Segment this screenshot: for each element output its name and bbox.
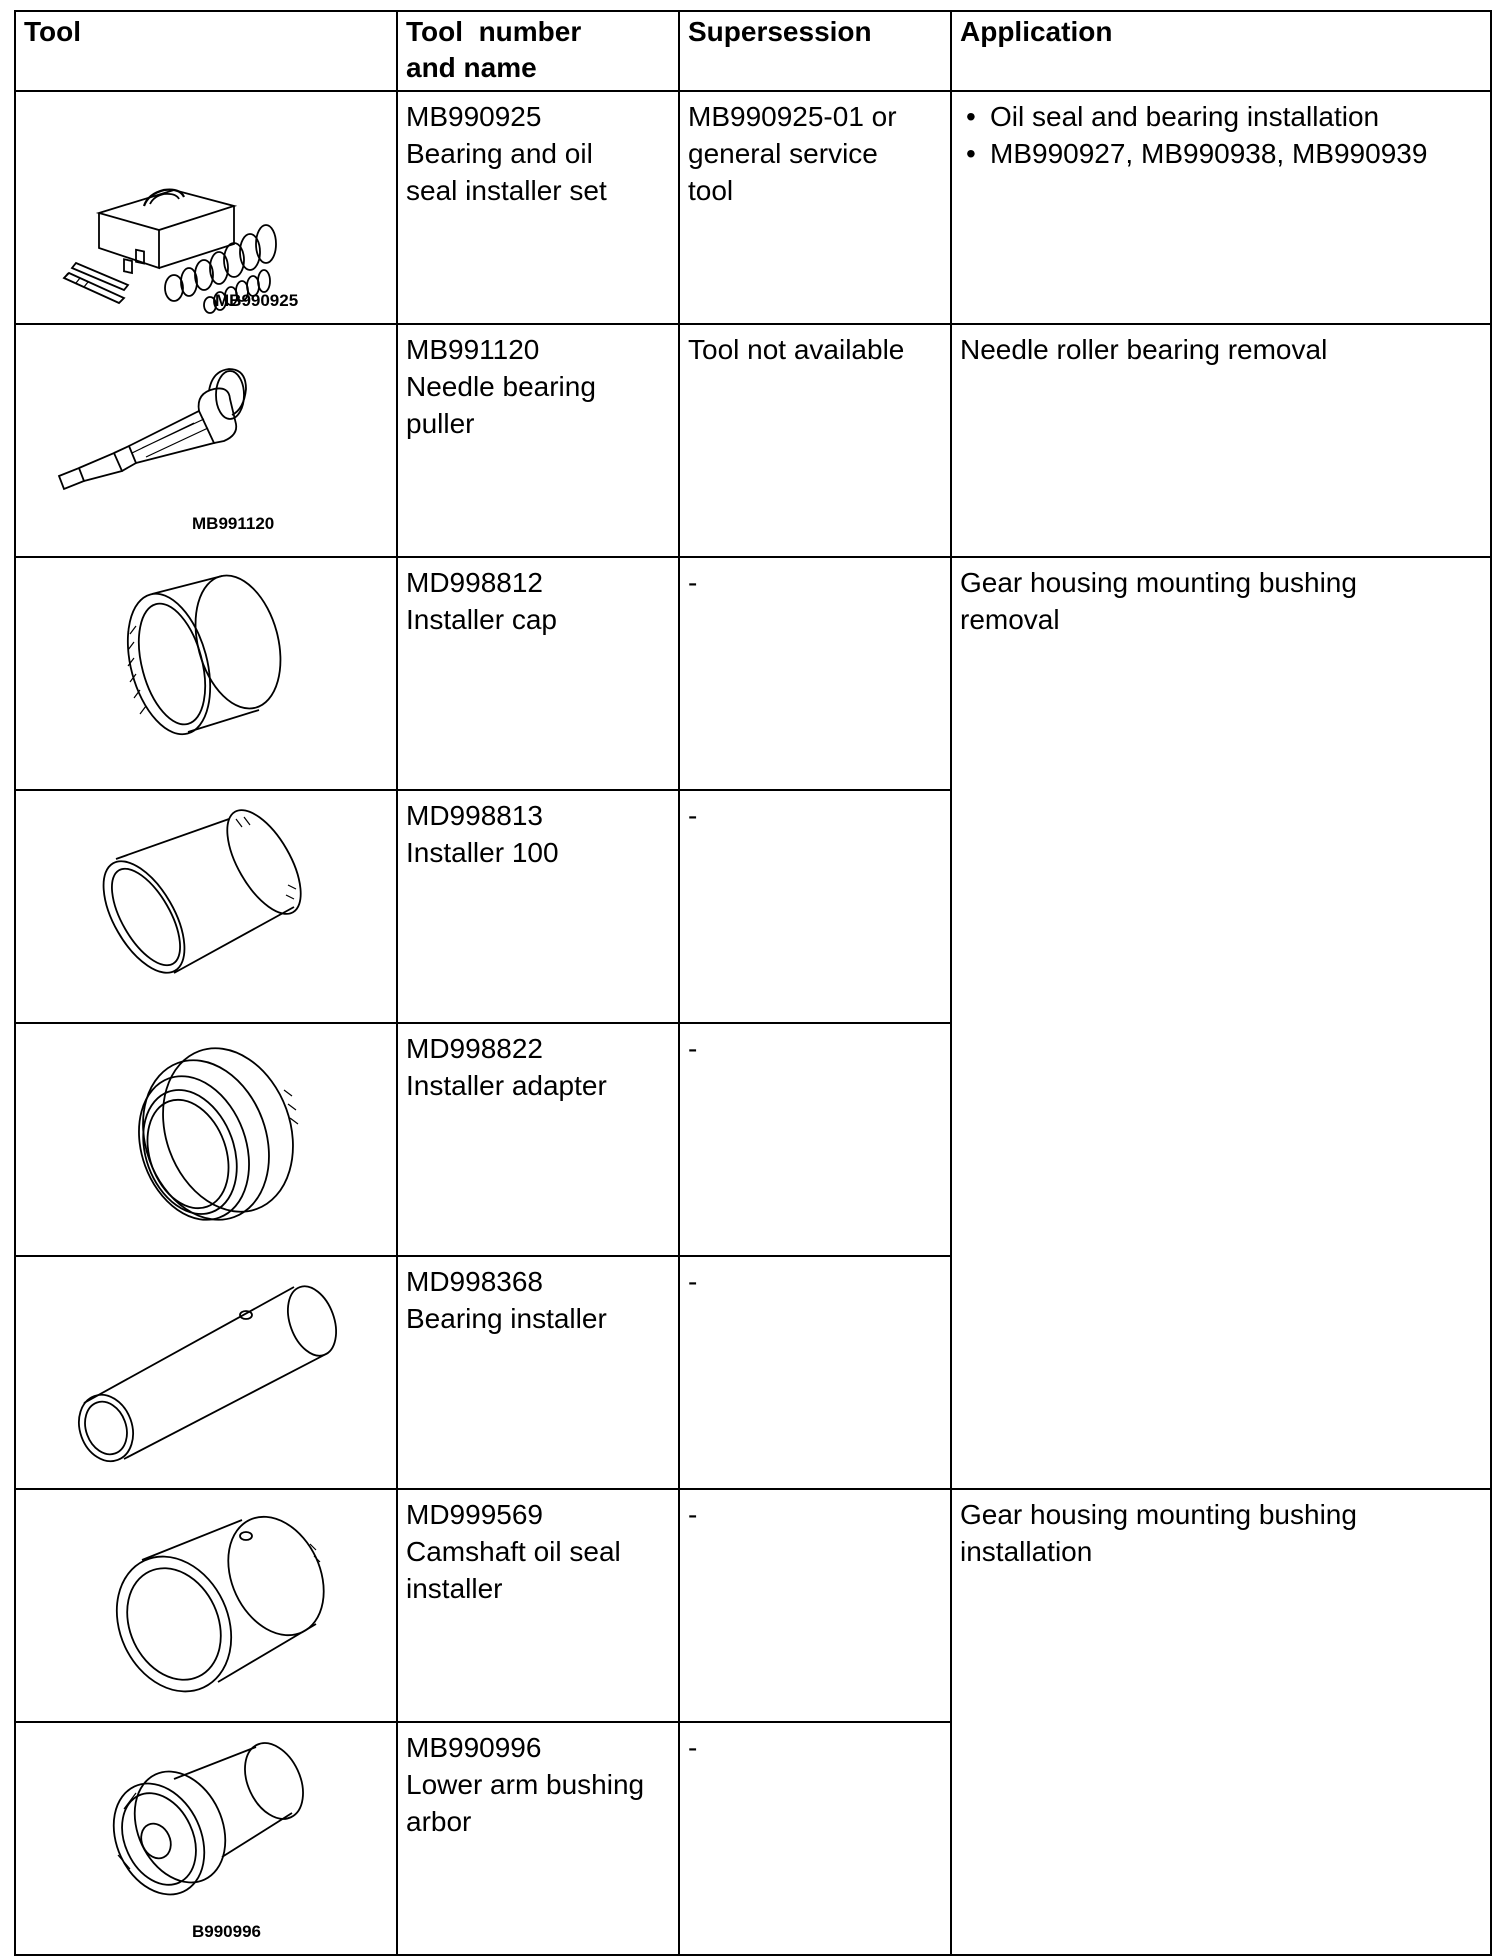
installer-cap-icon (24, 564, 402, 789)
supersession-cell: MB990925-01 or general service tool (679, 91, 951, 324)
header-supersession: Supersession (679, 11, 951, 91)
camshaft-oil-seal-installer-icon (24, 1496, 402, 1721)
tool-number: MD998812 (406, 567, 543, 598)
tool-number-name-cell (397, 790, 679, 1023)
installer-100-icon (24, 797, 402, 1022)
image-label: MB990925 (215, 291, 299, 310)
supersession-cell: - (679, 1489, 951, 1722)
supersession-cell: - (679, 1722, 951, 1955)
image-label: B990996 (192, 1922, 262, 1941)
tool-number-name-cell (397, 557, 679, 790)
supersession-cell: Tool not available (679, 324, 951, 557)
tool-image-cell (15, 557, 397, 790)
supersession-cell: - (679, 1256, 951, 1489)
installer-set-icon (24, 98, 402, 323)
application-cell: Needle roller bearing removal (951, 324, 1491, 557)
tool-image-cell (15, 1023, 397, 1256)
tool-name-line: Installer 100 (406, 837, 559, 868)
tool-number: MD999569 (406, 1499, 543, 1530)
application-bullet: • MB990927, MB990938, MB990939 (960, 135, 1482, 172)
tool-number-name-cell (397, 1489, 679, 1722)
image-label: MB991120 (192, 514, 275, 533)
table-row (15, 91, 1491, 324)
bearing-installer-icon (24, 1263, 402, 1488)
tool-image-cell (15, 324, 397, 557)
tool-name-line: Camshaft oil seal (406, 1536, 621, 1567)
application-bullet: • Oil seal and bearing installation (960, 98, 1482, 135)
header-tool-number-name: Tool number and name (397, 11, 679, 91)
table-row (15, 1489, 1491, 1722)
tool-number: MB991120 (406, 334, 540, 365)
supersession-cell: - (679, 790, 951, 1023)
tool-number-name-cell (397, 1722, 679, 1955)
tool-number: MD998813 (406, 800, 543, 831)
application-cell: Gear housing mounting bushing removal (951, 557, 1491, 1489)
tool-image-cell (15, 790, 397, 1023)
special-tools-table (14, 10, 1492, 1956)
tool-image-cell (15, 91, 397, 324)
installer-adapter-icon (24, 1030, 402, 1255)
tool-name-line: Installer adapter (406, 1070, 607, 1101)
supersession-cell: - (679, 1023, 951, 1256)
tool-name-line: puller (406, 408, 475, 439)
tool-number: MB990996 (406, 1732, 542, 1763)
tool-image-cell (15, 1489, 397, 1722)
tool-name-line: Installer cap (406, 604, 557, 635)
header-tool: Tool (15, 11, 397, 91)
tool-number-name-cell (397, 324, 679, 557)
application-bullet-list (960, 98, 1482, 172)
tool-name-line: installer (406, 1573, 503, 1604)
application-cell: Gear housing mounting bushing installation (951, 1489, 1491, 1955)
tool-name-line: Needle bearing (406, 371, 596, 402)
tool-image-cell (15, 1256, 397, 1489)
application-cell (951, 91, 1491, 324)
header-row (15, 11, 1491, 91)
tool-name-line: Bearing and oil (406, 138, 593, 169)
tool-name-line: seal installer set (406, 175, 607, 206)
tool-name-line: arbor (406, 1806, 472, 1837)
supersession-cell: - (679, 557, 951, 790)
tool-number: MD998822 (406, 1033, 543, 1064)
table-row (15, 324, 1491, 557)
header-application: Application (951, 11, 1491, 91)
tool-name-line: Lower arm bushing (406, 1769, 645, 1800)
tool-name-line: Bearing installer (406, 1303, 607, 1334)
tool-number: MD998368 (406, 1266, 543, 1297)
tool-number-name-cell (397, 1256, 679, 1489)
table-row (15, 557, 1491, 790)
tool-number-name-cell (397, 1023, 679, 1256)
tool-number: MB990925 (406, 101, 542, 132)
tool-number-name-cell (397, 91, 679, 324)
tool-image-cell (15, 1722, 397, 1955)
